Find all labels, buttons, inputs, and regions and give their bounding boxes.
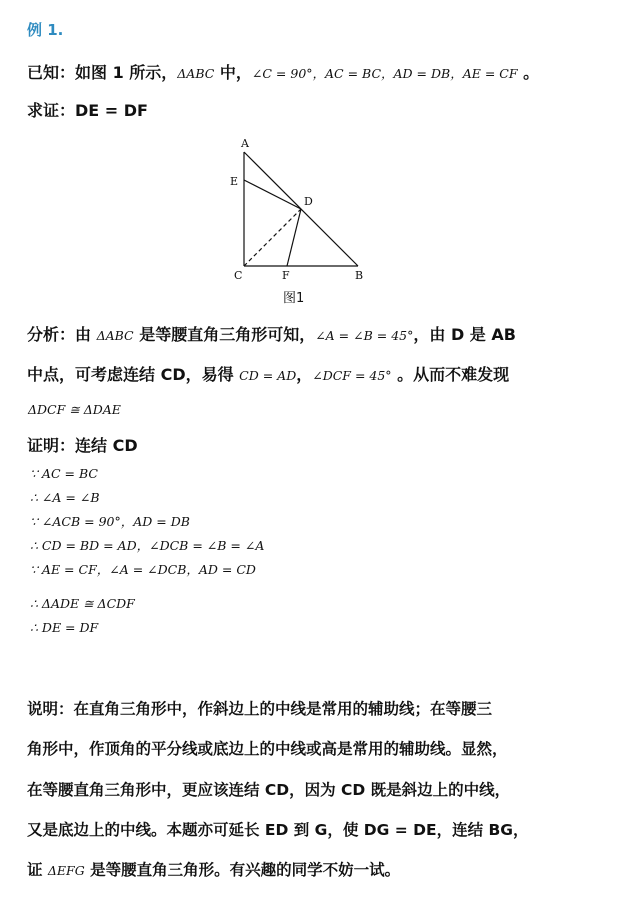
figure-1 — [220, 132, 380, 286]
figure-caption: 图1 — [283, 291, 305, 306]
label-e: E — [230, 175, 239, 188]
given-prefix: 已知：如图 1 所示， — [27, 63, 178, 82]
analysis-math: ∠A = ∠B = 45° — [315, 328, 414, 343]
example-label: 例 1. — [27, 21, 64, 39]
given-math-conditions: ∠C = 90°，AC = BC，AD = DB，AE = CF — [251, 66, 518, 81]
analysis-line-3: ΔDCF ≅ ΔDAE — [28, 402, 121, 417]
note-line-3: 在等腰直角三角形中，更应该连结 CD，因为 CD 既是斜边上的中线， — [27, 781, 511, 799]
given-math-triangle: ΔABC — [177, 66, 215, 81]
label-c: C — [234, 269, 243, 282]
note-line-4: 又是底边上的中线。本题亦可延长 ED 到 G，使 DG = DE，连结 BG， — [27, 821, 529, 839]
proof-step: ∴ CD = BD = AD，∠DCB = ∠B = ∠A — [30, 538, 265, 553]
note-text: 是等腰直角三角形。有兴趣的同学不妨一试。 — [84, 861, 401, 879]
note-text: 证 — [27, 861, 48, 879]
analysis-text: ， — [296, 365, 313, 384]
given-suffix: 。 — [517, 63, 540, 82]
analysis-math: ∠DCF = 45° — [312, 368, 392, 383]
analysis-text: 中点，可考虑连结 CD，易得 — [27, 365, 240, 384]
segment-cd-dashed — [244, 209, 301, 266]
note-math: ΔEFG — [47, 863, 85, 878]
label-b: B — [355, 269, 364, 282]
triangle-diagram — [220, 132, 380, 282]
label-f: F — [282, 269, 290, 282]
analysis-line-2 — [27, 365, 509, 386]
note-line-1: 说明：在直角三角形中，作斜边上的中线是常用的辅助线；在等腰三 — [27, 700, 493, 718]
note-line-2: 角形中，作顶角的平分线或底边上的中线或高是常用的辅助线。显然， — [27, 740, 508, 758]
proof-step: ∴ DE = DF — [30, 620, 99, 635]
note-line-5 — [27, 860, 400, 881]
given-line — [27, 63, 539, 84]
proof-step: ∵ AE = CF，∠A = ∠DCB，AD = CD — [30, 562, 256, 577]
analysis-math: ΔABC — [96, 328, 134, 343]
label-d: D — [304, 195, 313, 208]
analysis-text: 是等腰直角三角形可知， — [133, 325, 316, 344]
proof-step: ∴ ΔADE ≅ ΔCDF — [30, 596, 135, 611]
analysis-text: 分析：由 — [27, 325, 97, 344]
proof-step: ∵ AC = BC — [30, 466, 98, 481]
proof-step: ∴ ∠A = ∠B — [30, 490, 100, 505]
segment-ed — [244, 180, 301, 209]
proof-step: ∵ ∠ACB = 90°，AD = DB — [30, 514, 190, 529]
given-mid: 中， — [214, 63, 252, 82]
segment-df — [287, 209, 301, 266]
proof-title: 证明：连结 CD — [27, 436, 138, 455]
analysis-line-1 — [27, 325, 516, 346]
prove-statement: 求证：DE = DF — [27, 101, 148, 120]
analysis-text: ，由 D 是 AB — [413, 325, 516, 344]
analysis-text: 。从而不难发现 — [391, 365, 510, 384]
analysis-math: CD = AD — [239, 368, 297, 383]
label-a: A — [241, 137, 249, 150]
